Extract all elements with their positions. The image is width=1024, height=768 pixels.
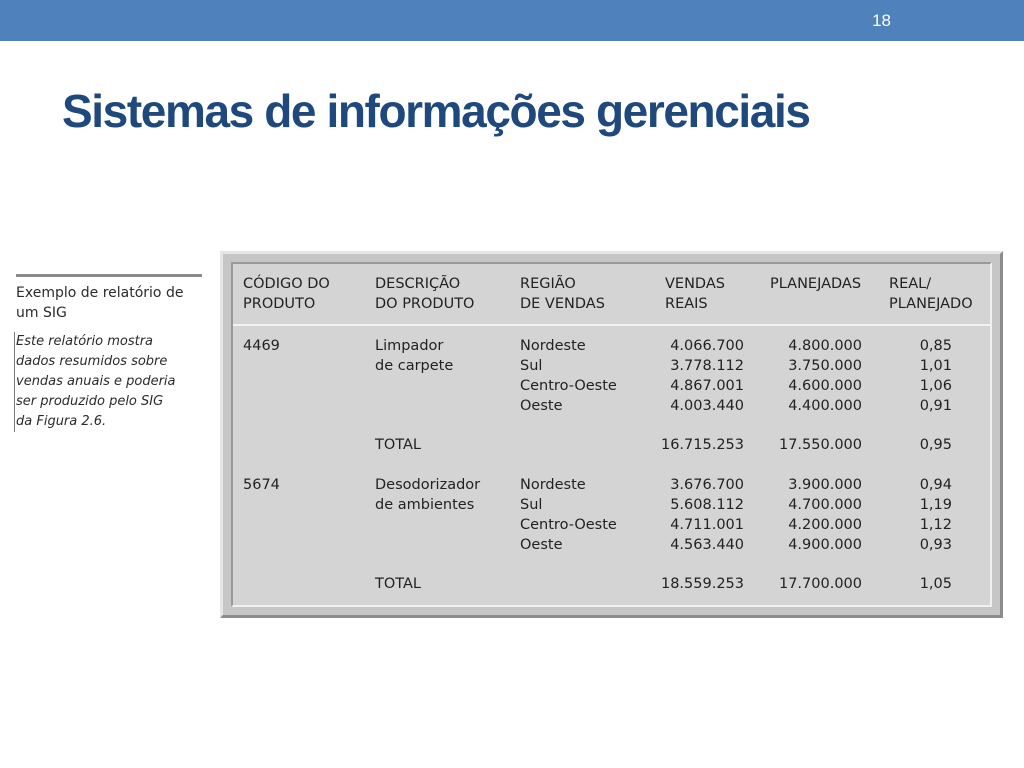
planned-sales-cell: 4.200.000: [788, 517, 862, 533]
slide-title: Sistemas de informações gerenciais: [62, 85, 810, 137]
caption-body-line: dados resumidos sobre: [16, 354, 168, 369]
report-panel: [231, 262, 992, 607]
total-planned-cell: 17.700.000: [778, 576, 862, 592]
total-ratio-cell: 1,05: [919, 576, 952, 592]
header-line: REAIS: [665, 296, 708, 312]
product-code: 5674: [243, 477, 280, 493]
total-actual-cell: 18.559.253: [660, 576, 744, 592]
product-code: 4469: [243, 338, 280, 354]
planned-sales-cell: 4.800.000: [788, 338, 862, 354]
planned-sales-cell: 4.900.000: [788, 537, 862, 553]
product-group: [233, 465, 990, 604]
header-vendas: [665, 274, 725, 314]
region-cell: Nordeste: [520, 338, 586, 354]
caption-body-line: ser produzido pelo SIG: [16, 394, 164, 409]
header-line: DE VENDAS: [520, 296, 605, 312]
ratio-cell: 0,94: [919, 477, 952, 493]
slide-number: 18: [872, 11, 891, 30]
ratio-cell: 0,93: [919, 537, 952, 553]
header-codigo: [243, 274, 330, 314]
caption-body-line: Este relatório mostra: [16, 334, 154, 349]
report-frame: [220, 251, 1003, 618]
header-line: PLANEJADO: [889, 296, 973, 312]
caption-rule: [16, 274, 202, 277]
planned-sales-cell: 4.600.000: [788, 378, 862, 394]
caption-heading: [16, 283, 202, 323]
header-planejadas: [770, 274, 861, 294]
header-line: PRODUTO: [243, 296, 316, 312]
caption-heading-line: Exemplo de relatório de: [16, 285, 184, 301]
caption-body: [14, 332, 202, 432]
ratio-cell: 1,12: [919, 517, 952, 533]
actual-sales-cell: 4.003.440: [670, 398, 744, 414]
sales-report-table: [233, 264, 990, 604]
planned-sales-cell: 3.750.000: [788, 358, 862, 374]
product-description-line: Desodorizador: [375, 477, 481, 493]
header-real-planejado: [889, 274, 973, 314]
header-line: REGIÃO: [520, 276, 576, 292]
header-line: VENDAS: [665, 276, 725, 292]
product-description-line: de carpete: [375, 358, 454, 374]
actual-sales-cell: 4.867.001: [670, 378, 744, 394]
region-cell: Oeste: [520, 537, 563, 553]
header-descricao: [375, 274, 474, 314]
region-cell: Centro-Oeste: [520, 378, 617, 394]
planned-sales-cell: 4.400.000: [788, 398, 862, 414]
top-bar: [0, 0, 1024, 41]
table-header-row: [233, 264, 990, 326]
total-planned-cell: 17.550.000: [778, 437, 862, 453]
actual-sales-cell: 4.066.700: [670, 338, 744, 354]
total-actual-cell: 16.715.253: [660, 437, 744, 453]
ratio-cell: 1,06: [919, 378, 952, 394]
product-description-line: Limpador: [375, 338, 444, 354]
header-line: PLANEJADAS: [770, 276, 862, 292]
header-line: DESCRIÇÃO: [375, 276, 461, 292]
total-ratio-cell: 0,95: [919, 437, 952, 453]
actual-sales-cell: 3.676.700: [670, 477, 744, 493]
ratio-cell: 0,85: [919, 338, 952, 354]
region-cell: Sul: [520, 497, 543, 513]
figure-caption: [16, 274, 202, 432]
header-line: REAL/: [889, 276, 932, 292]
actual-sales-cell: 5.608.112: [670, 497, 744, 513]
actual-sales-cell: 4.563.440: [670, 537, 744, 553]
actual-sales-cell: 3.778.112: [670, 358, 744, 374]
region-cell: Oeste: [520, 398, 563, 414]
caption-heading-line: um SIG: [16, 305, 67, 321]
region-cell: Sul: [520, 358, 543, 374]
region-cell: Centro-Oeste: [520, 517, 617, 533]
ratio-cell: 1,01: [919, 358, 952, 374]
planned-sales-cell: 3.900.000: [788, 477, 862, 493]
total-label: TOTAL: [375, 437, 421, 453]
header-line: CÓDIGO DO: [243, 276, 330, 292]
caption-body-line: vendas anuais e poderia: [16, 374, 176, 389]
ratio-cell: 1,19: [919, 497, 952, 513]
actual-sales-cell: 4.711.001: [670, 517, 744, 533]
product-description-line: de ambientes: [375, 497, 475, 513]
total-label: TOTAL: [375, 576, 421, 592]
ratio-cell: 0,91: [919, 398, 952, 414]
header-line: DO PRODUTO: [375, 296, 475, 312]
product-group: [233, 326, 990, 465]
region-cell: Nordeste: [520, 477, 586, 493]
caption-body-line: da Figura 2.6.: [16, 414, 107, 429]
header-regiao: [520, 274, 605, 314]
planned-sales-cell: 4.700.000: [788, 497, 862, 513]
